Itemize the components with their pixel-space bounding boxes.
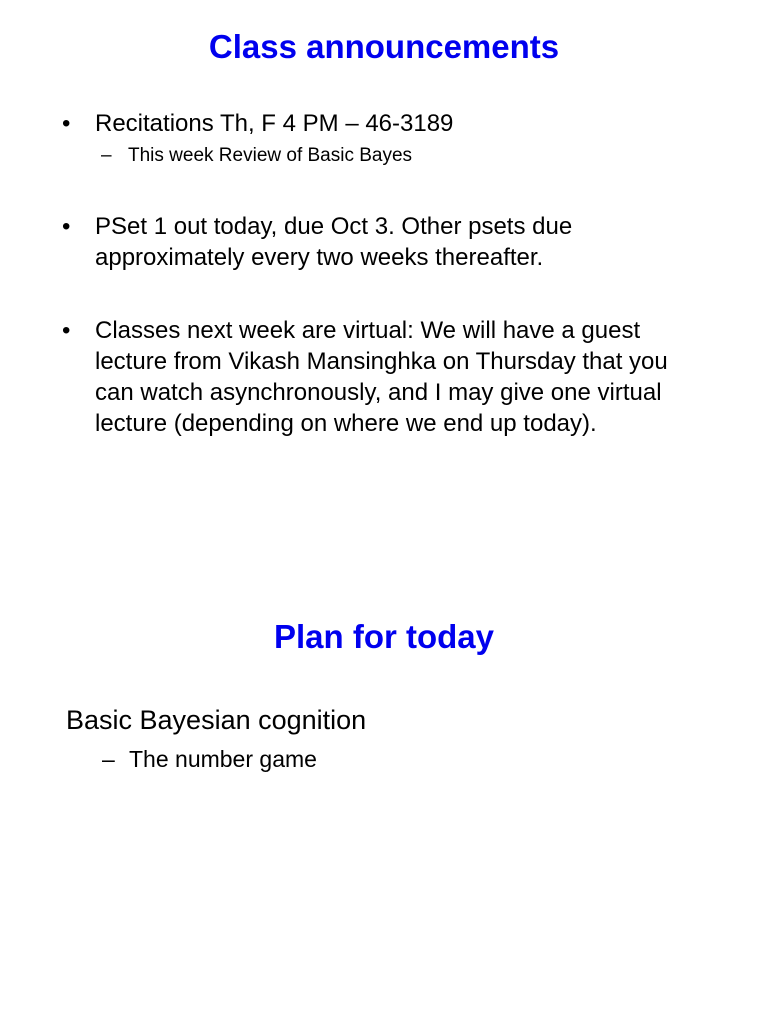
bullet-pset (62, 211, 702, 273)
dash-symbol: – (101, 145, 112, 166)
plan-heading: Basic Bayesian cognition (66, 705, 367, 735)
sub-bullet-text: This week Review of Basic Bayes (128, 145, 413, 166)
plan-sub-item (102, 744, 317, 774)
bullet-recitations (62, 108, 702, 139)
bullet-virtual-classes (62, 315, 702, 439)
sub-bullet-review (101, 144, 412, 168)
dash-symbol: – (102, 746, 115, 772)
plan-sub-text: The number game (129, 746, 317, 772)
plan-for-today-title: Plan for today (273, 618, 495, 655)
bullet-text: Classes next week are virtual: We will have a guest lecture from Vikash Mansinghka on Thursday that you can watch asynchronously, and I may give one virtual lecture (depending on where we end up today). (95, 317, 668, 437)
bullet-symbol: • (62, 110, 71, 137)
bullet-symbol: • (62, 317, 71, 344)
bullet-symbol: • (62, 213, 71, 240)
bullet-text: PSet 1 out today, due Oct 3. Other psets due approximately every two weeks thereafter. (95, 213, 573, 271)
class-announcements-title: Class announcements (208, 28, 560, 65)
bullet-text: Recitations Th, F 4 PM – 46-3189 (95, 110, 454, 137)
